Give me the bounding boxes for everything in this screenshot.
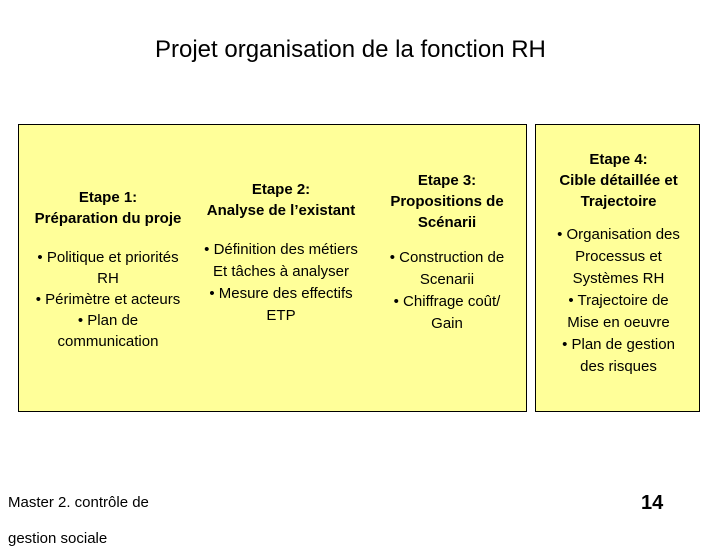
step-2-items [191,239,371,327]
step-4-item-line: • Trajectoire de [568,292,669,309]
footer-caption [8,485,149,557]
step-1-heading [23,187,193,229]
step-4-heading [536,149,700,212]
step-1-heading-line: Préparation du proje [34,210,182,227]
step-1-item-line: • Plan de [77,312,139,329]
step-2-heading [191,179,371,221]
step-4-item-line: des risques [580,358,657,375]
step-3-column [373,170,521,335]
step-4-panel [535,124,700,412]
step-3-heading-line: Etape 3: [417,172,477,189]
steps-1-3-panel [18,124,527,412]
page-number: 14 [641,492,664,514]
step-3-item-line: Scenarii [419,271,475,288]
step-3-item-line: • Chiffrage coût/ [393,293,501,310]
step-4-heading-line: Trajectoire [580,193,657,210]
step-4-item-line: • Organisation des [557,226,680,243]
step-2-item-line: • Définition des métiers [204,241,358,258]
step-4-item-line: Systèmes RH [572,270,665,287]
step-3-item-line: Gain [431,315,463,332]
step-4-column [536,149,700,378]
step-4-item-line: Mise en oeuvre [567,314,670,331]
step-1-item-line: communication [57,333,159,350]
footer-line: Master 2. contrôle de [8,494,149,511]
footer-line: gestion sociale [8,530,108,547]
step-1-item-line: RH [97,270,119,287]
step-2-item-line: Et tâches à analyser [213,263,349,280]
step-3-heading-line: Scénarii [417,214,477,231]
step-4-heading-line: Etape 4: [589,151,648,168]
step-1-column [23,187,193,352]
step-1-item-line: • Politique et priorités [37,249,179,266]
step-1-heading-line: Etape 1: [78,189,138,206]
step-1-items [23,247,193,352]
slide-title: Projet organisation de la fonction RH [155,36,546,63]
step-2-heading-line: Etape 2: [251,181,311,198]
step-2-heading-line: Analyse de l’existant [206,202,356,219]
step-1-item-line: • Périmètre et acteurs [35,291,181,308]
step-4-item-line: Processus et [575,248,662,265]
step-2-item-line: • Mesure des effectifs [209,285,353,302]
step-3-items [373,247,521,335]
step-4-heading-line: Cible détaillée et [559,172,678,189]
step-3-heading-line: Propositions de [390,193,504,210]
step-3-item-line: • Construction de [389,249,505,266]
step-4-item-line: • Plan de gestion [562,336,675,353]
step-2-column [191,179,371,327]
step-2-item-line: ETP [266,307,296,324]
step-3-heading [373,170,521,233]
step-4-items [536,224,700,378]
